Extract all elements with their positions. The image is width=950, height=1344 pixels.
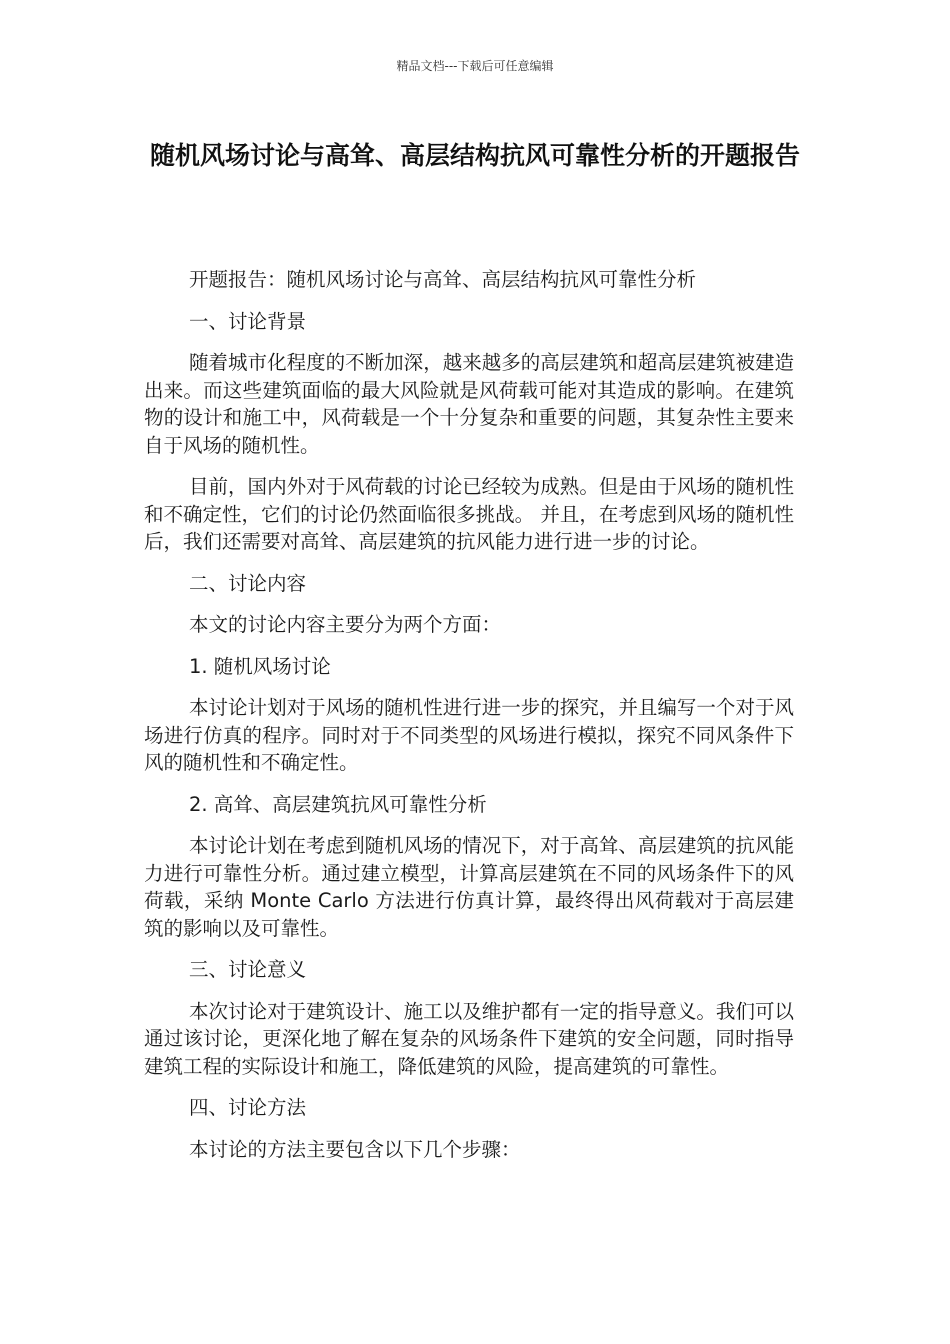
paragraph-intro: 本文的讨论内容主要分为两个方面： (189, 613, 502, 636)
document-body (144, 266, 794, 1177)
header-note: 精品文档---下载后可任意编辑 (396, 59, 554, 73)
section-heading-method: 四、讨论方法 (189, 1096, 307, 1119)
section-heading-content: 二、讨论内容 (189, 571, 307, 595)
paragraph: 本讨论计划在考虑到随机风场的情况下，对于高耸、高层建筑的抗风能力进行可靠性分析。通过建立模型，计算高层建筑在不同的风场条件下的风荷载，采纳 Monte Carlo 方法进行仿真计算，最终得出风荷载对于高层建筑的影响以及可靠性。 (144, 834, 794, 940)
subsection-heading-2: 2. 高耸、高层建筑抗风可靠性分析 (189, 792, 487, 816)
paragraph: 本次讨论对于建筑设计、施工以及维护都有一定的指导意义。我们可以通过该讨论，更深化地了解在复杂的风场条件下建筑的安全问题，同时指导建筑工程的实际设计和施工，降低建筑的风险，提高建筑的可靠性。 (144, 999, 794, 1078)
paragraph: 随着城市化程度的不断加深，越来越多的高层建筑和超高层建筑被建造出来。而这些建筑面临的最大风险就是风荷载可能对其造成的影响。在建筑物的设计和施工中，风荷载是一个十分复杂和重要的问题，其复杂性主要来自于风场的随机性。 (144, 351, 794, 457)
subsection-heading-1: 1. 随机风场讨论 (189, 654, 331, 678)
report-subtitle: 开题报告：随机风场讨论与高耸、高层结构抗风可靠性分析 (189, 268, 697, 291)
paragraph-intro: 本讨论的方法主要包含以下几个步骤： (189, 1137, 521, 1161)
paragraph: 本讨论计划对于风场的随机性进行进一步的探究，并且编写一个对于风场进行仿真的程序。同时对于不同类型的风场进行模拟，探究不同风条件下风的随机性和不确定性。 (144, 696, 794, 774)
paragraph: 目前，国内外对于风荷载的讨论已经较为成熟。但是由于风场的随机性和不确定性，它们的讨论仍然面临很多挑战。 并且，在考虑到风场的随机性后，我们还需要对高耸、高层建筑的抗风能力进行进一步的讨论。 (144, 475, 794, 553)
document-title: 随机风场讨论与高耸、高层结构抗风可靠性分析的开题报告 (149, 141, 800, 170)
section-heading-background: 一、讨论背景 (189, 309, 307, 333)
section-heading-significance: 三、讨论意义 (189, 958, 307, 981)
